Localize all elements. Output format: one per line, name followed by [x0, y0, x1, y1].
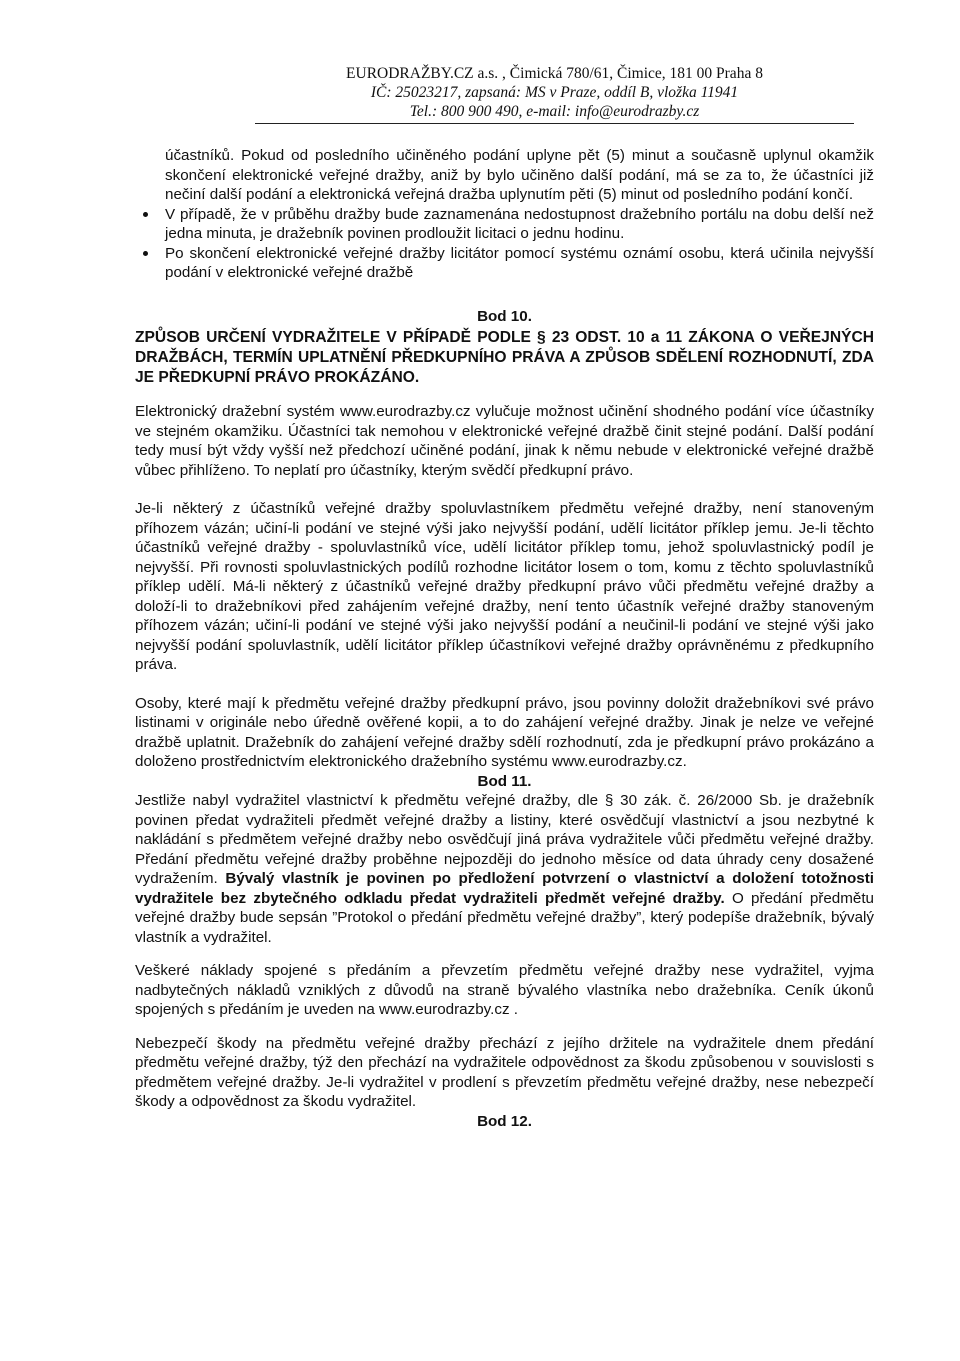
bullet-dot-icon — [143, 212, 148, 217]
paragraph: Nebezpečí škody na předmětu veřejné dražby přechází z jejího držitele na vydražitele dnem předání předmětu veřejné dražby, týž den přechází na vydražitele odpovědnost za škodu způsobenou v souvislosti s předmětem veřejné dražby. Je-li vydražitel v prodlení s převzetím předmětu veřejné dražby, nese nebezpečí škody a odpovědnost za škodu vydražitel. — [135, 1034, 874, 1110]
paragraph: Je-li některý z účastníků veřejné dražby spoluvlastníkem předmětu veřejné dražby, není stanoveným příhozem vázán; učiní-li podání ve stejné výši jako nejvyšší podání, udělí licitátor příklep jemu. Je-li těchto účastníků veřejné dražby - spoluvlastníků více, udělí licitátor příklep tomu, jehož spoluvlastnický podíl je nejvyšší. Při rovnosti spoluvlastnických podílů rozhodne licitátor losem o tom, komu z těchto spoluvlastníků příklep udělí. Má-li některý z účastníků veřejné dražby předkupní právo vůči předmětu veřejné dražby a doloží-li to dražebníkovi před zahájením veřejné dražby, není tento účastník veřejné dražby stanoveným příhozem vázán; učiní-li podání ve stejné výši jako nejvyšší podání a neučinil-li podání ve stejné výši jako nejvyšší podání spoluvlastník, udělí licitátor příklep účastníkovi veřejné dražby oprávněnému z předkupního práva. — [135, 500, 874, 673]
paragraph — [135, 791, 874, 947]
bullet-dot-icon — [143, 251, 148, 256]
section-heading-bod-10: ZPŮSOB URČENÍ VYDRAŽITELE V PŘÍPADĚ PODLE § 23 ODST. 10 a 11 ZÁKONA O VEŘEJNÝCH DRAŽBÁCH, TERMÍN UPLATNĚNÍ PŘEDKUPNÍHO PRÁVA A ZPŮSOB SDĚLENÍ ROZHODNUTÍ, ZDA JE PŘEDKUPNÍ PRÁVO PROKÁZÁNO. — [135, 329, 874, 386]
bullet-list — [135, 205, 874, 283]
paragraph: Elektronický dražební systém www.eurodrazby.cz vylučuje možnost učinění shodného podání více účastníky ve stejném okamžiku. Účastníci tak nemohou v elektronické veřejné dražbě činit stejné podání. Další podání tedy musí být vždy vyšší než předchozí učiněné podání, jinak k němu nebude v elektronické veřejné dražbě vůbec přihlíženo. To neplatí pro účastníky, kterým svědčí předkupní právo. — [135, 403, 874, 479]
paragraph-text: O předání předmětu veřejné dražby bude sepsán ”Protokol o předání předmětu veřejné dražby”, který podepíše dražebník, bývalý vlastník a vydražitel. — [135, 889, 874, 946]
bullet-text: Po skončení elektronické veřejné dražby licitátor pomocí systému oznámí osobu, která učinila nejvyšší podání v elektronické veřejné dražbě — [165, 244, 874, 281]
paragraph-bold-text: Bývalý vlastník je povinen po předložení potvrzení o vlastnictví a doložení totožnosti vydražitele bez zbytečného odkladu předat vydražiteli předmět veřejné dražby. — [135, 870, 874, 907]
bullet-item — [135, 205, 874, 244]
section-title-bod-12: Bod 12. — [477, 1112, 532, 1130]
paragraph-text: Jestliže nabyl vydražitel vlastnictví k předmětu veřejné dražby, dle § 30 zák. č. 26/2000 Sb. je dražebník povinen předat vydražiteli předmět veřejné dražby a listiny, které osvědčují vlastnictví a jsou nezbytné k nakládání s předmětem veřejné dražby nebo osvědčují jiná práva vydražitele vůči předmětu veřejné dražby. Předání předmětu veřejné dražby proběhne nejpozději do jednoho měsíce od data úhrady ceny dosažené vydražením. — [135, 792, 874, 887]
bullet-text: V případě, že v průběhu dražby bude zaznamenána nedostupnost dražebního portálu na dobu delší než jedna minuta, je dražebník povinen prodloužit licitaci o jednu hodinu. — [165, 205, 874, 242]
section-title-bod-11: Bod 11. — [477, 772, 532, 790]
paragraph: Veškeré náklady spojené s předáním a převzetím předmětu veřejné dražby nese vydražitel, vyjma nadbytečných nákladů vzniklých z důvodů na straně bývalého vlastníka nebo dražebníka. Ceník úkonů spojených s předáním je uveden na www.eurodrazby.cz . — [135, 962, 874, 1018]
continuation-paragraph: účastníků. Pokud od posledního učiněného podání uplyne pět (5) minut a současně uplynul okamžik skončení elektronické veřejné dražby, aniž by bylo učiněno další podání, má se za to, že účastníci již nečiní další podání a elektronická veřejná dražba uplynutím pěti (5) minut od posledního podání končí. — [165, 147, 874, 203]
section-title-bod-10: Bod 10. — [477, 307, 532, 325]
paragraph: Osoby, které mají k předmětu veřejné dražby předkupní právo, jsou povinny doložit dražebníkovi své právo listinami v originále nebo úředně ověřené kopii, a to do zahájení veřejné dražby. Jinak je nelze ve veřejné dražbě uplatnit. Dražebník do zahájení veřejné dražby sdělí rozhodnutí, zda je předkupní právo prokázáno a doloženo prostřednictvím elektronického dražebního systému www.eurodrazby.cz. — [135, 694, 874, 770]
letterhead-registration: IČ: 25023217, zapsaná: MS v Praze, oddíl B, vložka 11941 — [370, 84, 739, 101]
letterhead-company: EURODRAŽBY.CZ a.s. , Čimická 780/61, Čimice, 181 00 Praha 8 — [346, 65, 763, 82]
letterhead-contact: Tel.: 800 900 490, e-mail: info@eurodrazby.cz — [409, 103, 700, 120]
letterhead — [255, 64, 854, 124]
bullet-item — [135, 244, 874, 283]
